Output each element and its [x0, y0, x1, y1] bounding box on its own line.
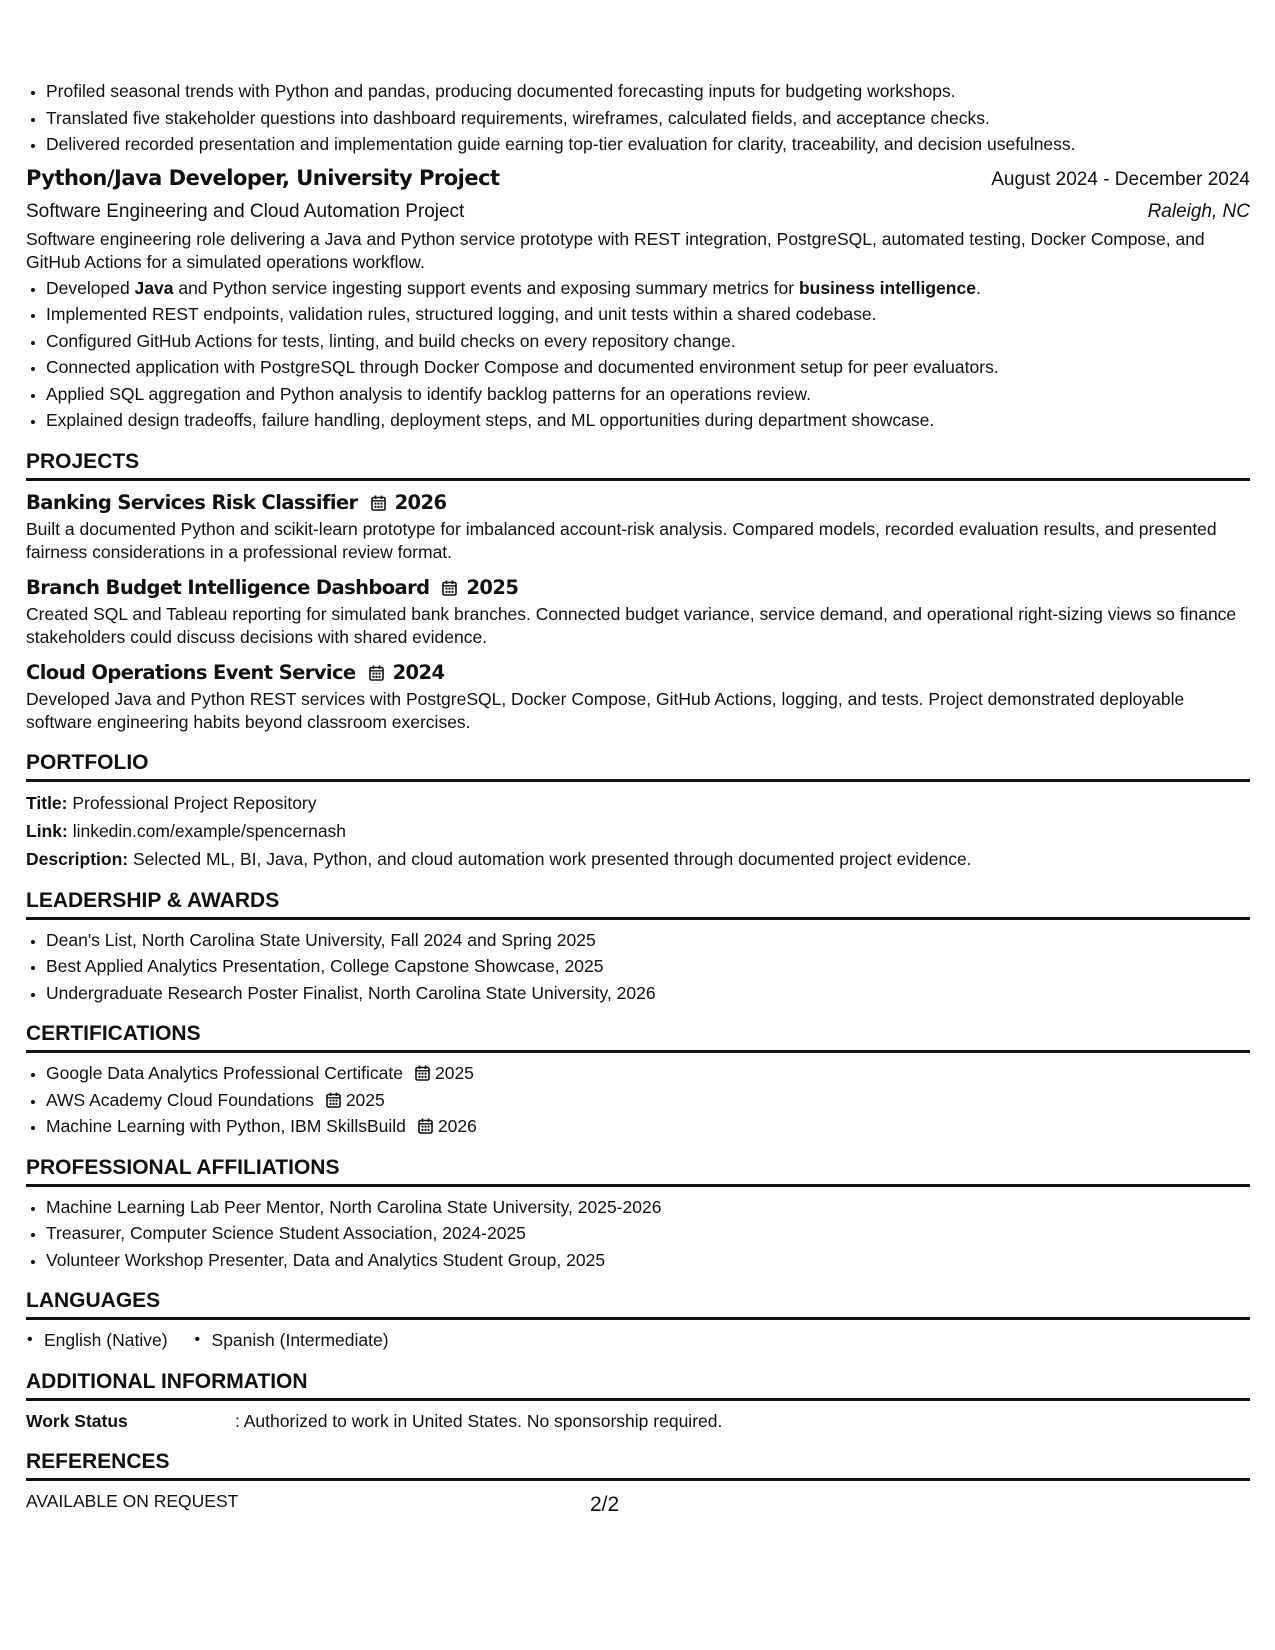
certifications-list [26, 1060, 1250, 1140]
certification-name: AWS Academy Cloud Foundations [46, 1089, 314, 1110]
intro-bullet-list [26, 78, 1250, 158]
list-item: • Machine Learning Lab Peer Mentor, North Carolina State University, 2025-2026 [46, 1194, 1250, 1221]
bullet-text: Developed [46, 277, 135, 298]
project-title: Cloud Operations Event Service [26, 660, 356, 684]
calendar-icon [371, 495, 386, 511]
project-description: Created SQL and Tableau reporting for simulated bank branches. Connected budget variance, service demand, and operational right-sizing views so finance stakeholders could discuss decisions with shared evidence. [26, 603, 1237, 647]
page-number: 2/2 [590, 1493, 620, 1516]
list-item: • Best Applied Analytics Presentation, College Capstone Showcase, 2025 [46, 953, 1250, 980]
section-heading-additional-information: ADDITIONAL INFORMATION [26, 1368, 1250, 1401]
certification-year: 2025 [345, 1089, 385, 1110]
project-description: Developed Java and Python REST services with PostgreSQL, Docker Compose, GitHub Actions, logging, and tests. Project demonstrated deployable software engineering habits beyond classroom exercises. [26, 688, 1185, 732]
section-heading-affiliations: PROFESSIONAL AFFILIATIONS [26, 1154, 1250, 1187]
section-heading-portfolio: PORTFOLIO [26, 749, 1250, 782]
job-entry [26, 162, 1250, 434]
project-year: 2026 [394, 490, 447, 514]
job-subtitle: Software Engineering and Cloud Automation Project [26, 200, 465, 222]
list-item: • Treasurer, Computer Science Student Association, 2024-2025 [46, 1220, 1250, 1247]
resume-page [26, 78, 1250, 1515]
portfolio-link[interactable]: linkedin.com/example/spencernash [72, 820, 347, 841]
portfolio-description-row [26, 845, 1250, 873]
portfolio-description-label: Description: [26, 848, 129, 869]
list-item: • Translated five stakeholder questions into dashboard requirements, wireframes, calculated fields, and acceptance checks. [46, 105, 1250, 132]
portfolio-title-row [26, 789, 1250, 817]
work-status-label: Work Status [26, 1410, 128, 1431]
certification-name: Machine Learning with Python, IBM SkillsBuild [46, 1116, 406, 1136]
calendar-icon [326, 1092, 341, 1108]
list-item [46, 1060, 1250, 1087]
portfolio-description-value: Selected ML, BI, Java, Python, and cloud automation work presented through documented project evidence. [132, 848, 972, 869]
work-status-row [26, 1408, 1250, 1435]
portfolio-link-row [26, 817, 1250, 845]
portfolio-title-label: Title: [26, 792, 68, 813]
portfolio-link-label: Link: [26, 820, 68, 841]
project-title: Branch Budget Intelligence Dashboard [26, 575, 430, 599]
project-title-row [26, 573, 1250, 603]
calendar-icon [369, 665, 384, 681]
section-heading-certifications: CERTIFICATIONS [26, 1020, 1250, 1053]
list-item [46, 275, 1250, 302]
job-bullet-list [26, 275, 1250, 434]
work-status-value: : Authorized to work in United States. No sponsorship required. [235, 1410, 723, 1431]
project-year: 2024 [392, 660, 445, 684]
job-location: Raleigh, NC [1147, 200, 1250, 222]
list-item: • Implemented REST endpoints, validation rules, structured logging, and unit tests within a shared codebase. [46, 301, 1250, 328]
list-item: • Profiled seasonal trends with Python and pandas, producing documented forecasting inputs for budgeting workshops. [46, 78, 1250, 105]
list-item: • Configured GitHub Actions for tests, linting, and build checks on every repository change. [46, 328, 1250, 355]
section-heading-projects: PROJECTS [26, 448, 1250, 481]
bullet-bold-text: business intelligence [798, 277, 976, 298]
job-dates: August 2024 - December 2024 [991, 168, 1250, 190]
calendar-icon [415, 1065, 430, 1081]
section-heading-references: REFERENCES [26, 1448, 1250, 1481]
section-heading-languages: LANGUAGES [26, 1287, 1250, 1320]
list-item: • Dean's List, North Carolina State University, Fall 2024 and Spring 2025 [46, 927, 1250, 954]
references-text: AVAILABLE ON REQUEST [26, 1491, 239, 1511]
project-entry [26, 573, 1250, 650]
bullet-text: . [975, 277, 981, 298]
list-item: • Volunteer Workshop Presenter, Data and Analytics Student Group, 2025 [46, 1247, 1250, 1274]
list-item: • Delivered recorded presentation and implementation guide earning top-tier evaluation for clarity, traceability, and decision usefulness. [46, 131, 1250, 158]
list-item: • English (Native) [26, 1327, 168, 1354]
list-item [46, 1113, 1250, 1140]
affiliations-list [26, 1194, 1250, 1274]
list-item: • Connected application with PostgreSQL through Docker Compose and documented environment setup for peer evaluators. [46, 354, 1250, 381]
project-entry [26, 658, 1250, 735]
calendar-icon [418, 1118, 433, 1134]
list-item: • Applied SQL aggregation and Python analysis to identify backlog patterns for an operations review. [46, 381, 1250, 408]
list-item: • Spanish (Intermediate) [194, 1327, 389, 1354]
leadership-list [26, 927, 1250, 1007]
job-subheader [26, 196, 1250, 227]
certification-name: Google Data Analytics Professional Certificate [46, 1063, 403, 1083]
certification-year: 2026 [437, 1116, 477, 1136]
project-title-row [26, 658, 1250, 688]
project-title-row [26, 488, 1250, 518]
project-description: Built a documented Python and scikit-learn prototype for imbalanced account-risk analysis. Compared models, recorded evaluation results, and presented fairness considerations in a professional review format. [26, 518, 1217, 562]
list-item [46, 1087, 1250, 1114]
bullet-text: and Python service ingesting support events and exposing summary metrics for [173, 277, 799, 298]
section-heading-leadership: LEADERSHIP & AWARDS [26, 887, 1250, 920]
bullet-bold-text: Java [134, 277, 174, 298]
portfolio-title-value: Professional Project Repository [72, 792, 317, 813]
languages-list [26, 1327, 1250, 1354]
list-item: • Undergraduate Research Poster Finalist, North Carolina State University, 2026 [46, 980, 1250, 1007]
list-item: • Explained design tradeoffs, failure handling, deployment steps, and ML opportunities during department showcase. [46, 407, 1250, 434]
project-entry [26, 488, 1250, 565]
calendar-icon [442, 580, 457, 596]
certification-year: 2025 [434, 1063, 474, 1083]
job-summary: Software engineering role delivering a Java and Python service prototype with REST integration, PostgreSQL, automated testing, Docker Compose, and GitHub Actions for a simulated operations workflow. [26, 228, 1205, 272]
project-title: Banking Services Risk Classifier [26, 490, 358, 514]
project-year: 2025 [466, 575, 519, 599]
portfolio-section [26, 789, 1250, 873]
projects-section [26, 488, 1250, 735]
job-title: Python/Java Developer, University Project [26, 165, 500, 190]
job-header [26, 162, 1250, 196]
